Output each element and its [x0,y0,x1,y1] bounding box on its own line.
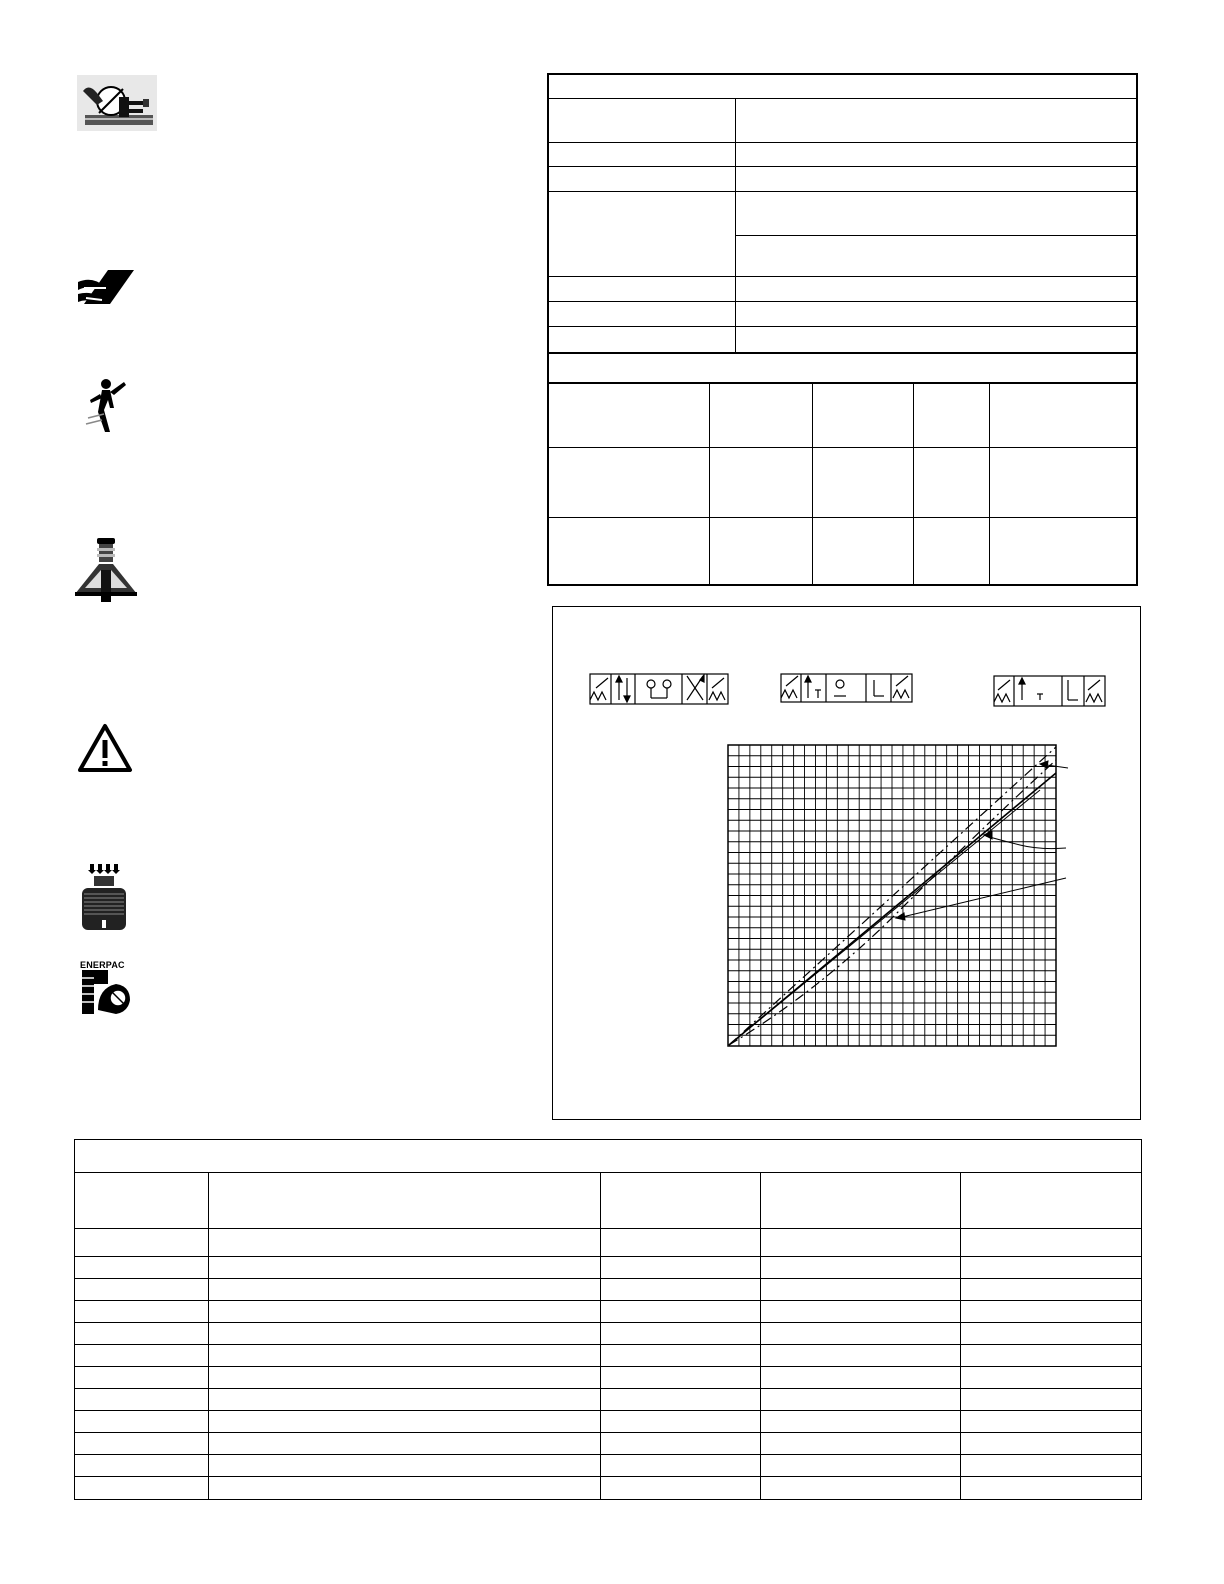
curve-dashdot-2 [729,760,1056,1045]
table-rule [960,1172,961,1499]
leader-arrow-3 [896,913,905,920]
table-rule [75,1410,1141,1411]
table-rule [760,1172,761,1499]
table-rule [75,1322,1141,1323]
table-rule [75,1454,1141,1455]
table-rule [75,1432,1141,1433]
curve-solid-2 [729,790,1040,1045]
table-rule [75,1172,1141,1173]
table-rule [75,1278,1141,1279]
valve-symbol-1 [590,674,728,704]
brand-label: ENERPAC [80,960,125,970]
table-rule [75,1388,1141,1389]
table-rule [75,1300,1141,1301]
table-rule [75,1228,1141,1229]
table-rule [75,1366,1141,1367]
chart-curves [729,747,1056,1045]
leader-line-2 [986,836,1066,849]
table-rule [75,1256,1141,1257]
valve-symbol-2 [781,674,912,702]
table-rule [208,1172,209,1499]
table-rule [600,1172,601,1499]
table-rule [75,1476,1141,1477]
curve-dashdot-1 [729,747,1056,1045]
valve-symbol-3 [994,676,1105,706]
table-rule [75,1344,1141,1345]
parts-table [74,1139,1142,1500]
